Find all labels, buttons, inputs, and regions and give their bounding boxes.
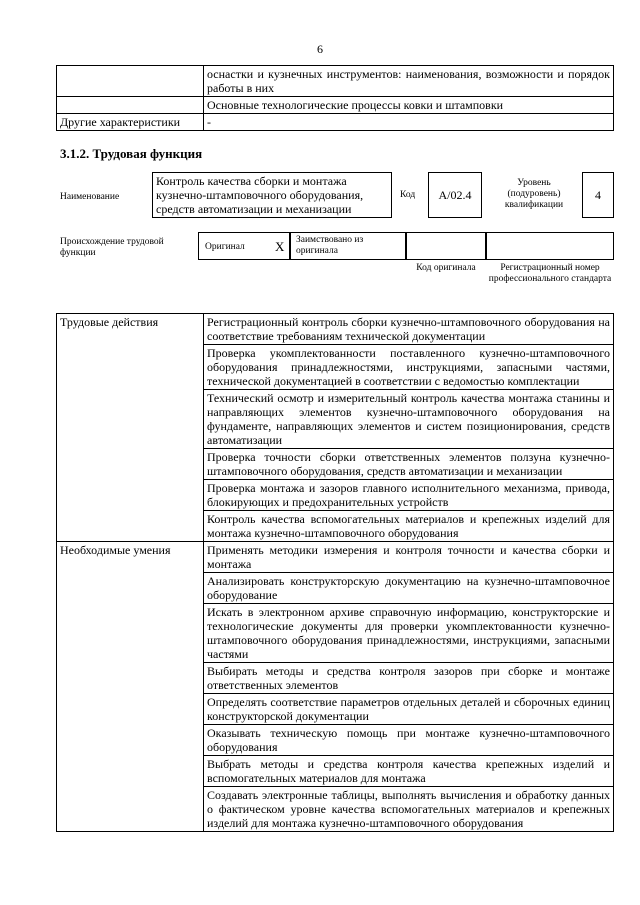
skills-list [204, 542, 613, 831]
level-label: Уровень (подуровень) квалификации [504, 178, 564, 210]
labor-action-item: Контроль качества вспомогательных материалов и крепежных изделий для монтажа кузнечно-штамповочного оборудования [207, 512, 610, 540]
labor-actions-cell [204, 314, 614, 542]
origin-label: Происхождение трудовой функции [60, 237, 164, 258]
reg-number-caption: Регистрационный номер профессионального стандарта [488, 263, 612, 284]
original-cell [198, 232, 290, 260]
labor-actions-list [204, 314, 613, 541]
original-mark: X [275, 239, 285, 254]
skills-label: Необходимые умения [57, 542, 204, 832]
top-table-empty-cell [57, 97, 204, 114]
code-value: A/02.4 [428, 172, 482, 218]
top-table-row2-text: Основные технологические процессы ковки и штамповки [204, 97, 614, 114]
borrowed-cell [290, 232, 406, 260]
name-label: Наименование [60, 192, 120, 202]
name-value: Контроль качества сборки и монтажа кузнечно-штамповочного оборудования, средств автоматизации и механизации [152, 172, 392, 218]
skills-cell [204, 542, 614, 832]
code-original-caption: Код оригинала [416, 263, 476, 273]
skill-item: Анализировать конструкторскую документацию на кузнечно-штамповочное оборудование [204, 573, 613, 604]
other-characteristics-label: Другие характеристики [57, 114, 204, 131]
skill-item: Оказывать техническую помощь при монтаже кузнечно-штамповочного оборудования [204, 725, 613, 756]
skill-item: Создавать электронные таблицы, выполнять вычисления и обработку данных о фактическом уровне качества вспомогательных материалов и крепежных изделий для монтажа кузнечно-штамповочного оборудования [207, 788, 610, 830]
skill-item: Определять соответствие параметров отдельных деталей и сборочных единиц конструкторской документации [204, 694, 613, 725]
skill-item: Выбрать методы и средства контроля качества крепежных изделий и вспомогательных материалов для монтажа [204, 756, 613, 787]
skill-item: Искать в электронном архиве справочную информацию, конструкторские и технологические документы для проверки укомплектованности кузнечно-штамповочного оборудования принадлежностями, инструкциями, запасными частями [204, 604, 613, 663]
main-table [56, 313, 614, 832]
other-characteristics-value: - [204, 114, 614, 131]
reg-number-cell [486, 232, 614, 260]
borrowed-label: Заимствовано из оригинала [296, 235, 364, 256]
labor-actions-label: Трудовые действия [57, 314, 204, 542]
top-table-row1-text: оснастки и кузнечных инструментов: наименования, возможности и порядок работы в них [204, 66, 614, 97]
labor-action-item: Проверка укомплектованности поставленного кузнечно-штамповочного оборудования принадлежностями, инструкциями, запасными частями, технической документацией в соответствии с ведомостью комплектации [204, 345, 613, 390]
labor-action-item: Проверка монтажа и зазоров главного исполнительного механизма, привода, блокирующих и предохранительных устройств [204, 480, 613, 511]
top-table-empty-cell [57, 66, 204, 97]
labor-action-item: Регистрационный контроль сборки кузнечно-штамповочного оборудования на соответствие требованиям технической документации [204, 314, 613, 345]
level-value: 4 [582, 172, 614, 218]
section-title: 3.1.2. Трудовая функция [60, 146, 203, 161]
code-original-cell [406, 232, 486, 260]
original-label: Оригинал [205, 242, 245, 252]
labor-action-item: Технический осмотр и измерительный контроль качества монтажа станины и направляющих элементов кузнечно-штамповочного оборудования на фундаменте, направляющих элементов и систем позиционирования, средств автоматизации [204, 390, 613, 449]
labor-action-item: Проверка точности сборки ответственных элементов ползуна кузнечно-штамповочного оборудования, средств автоматизации и механизации [204, 449, 613, 480]
code-label: Код [400, 190, 416, 200]
top-table [56, 65, 614, 131]
skill-item: Выбирать методы и средства контроля зазоров при сборке и монтаже ответственных элементов [204, 663, 613, 694]
skill-item: Применять методики измерения и контроля точности и качества сборки и монтажа [204, 542, 613, 573]
page-number: 6 [317, 42, 323, 56]
